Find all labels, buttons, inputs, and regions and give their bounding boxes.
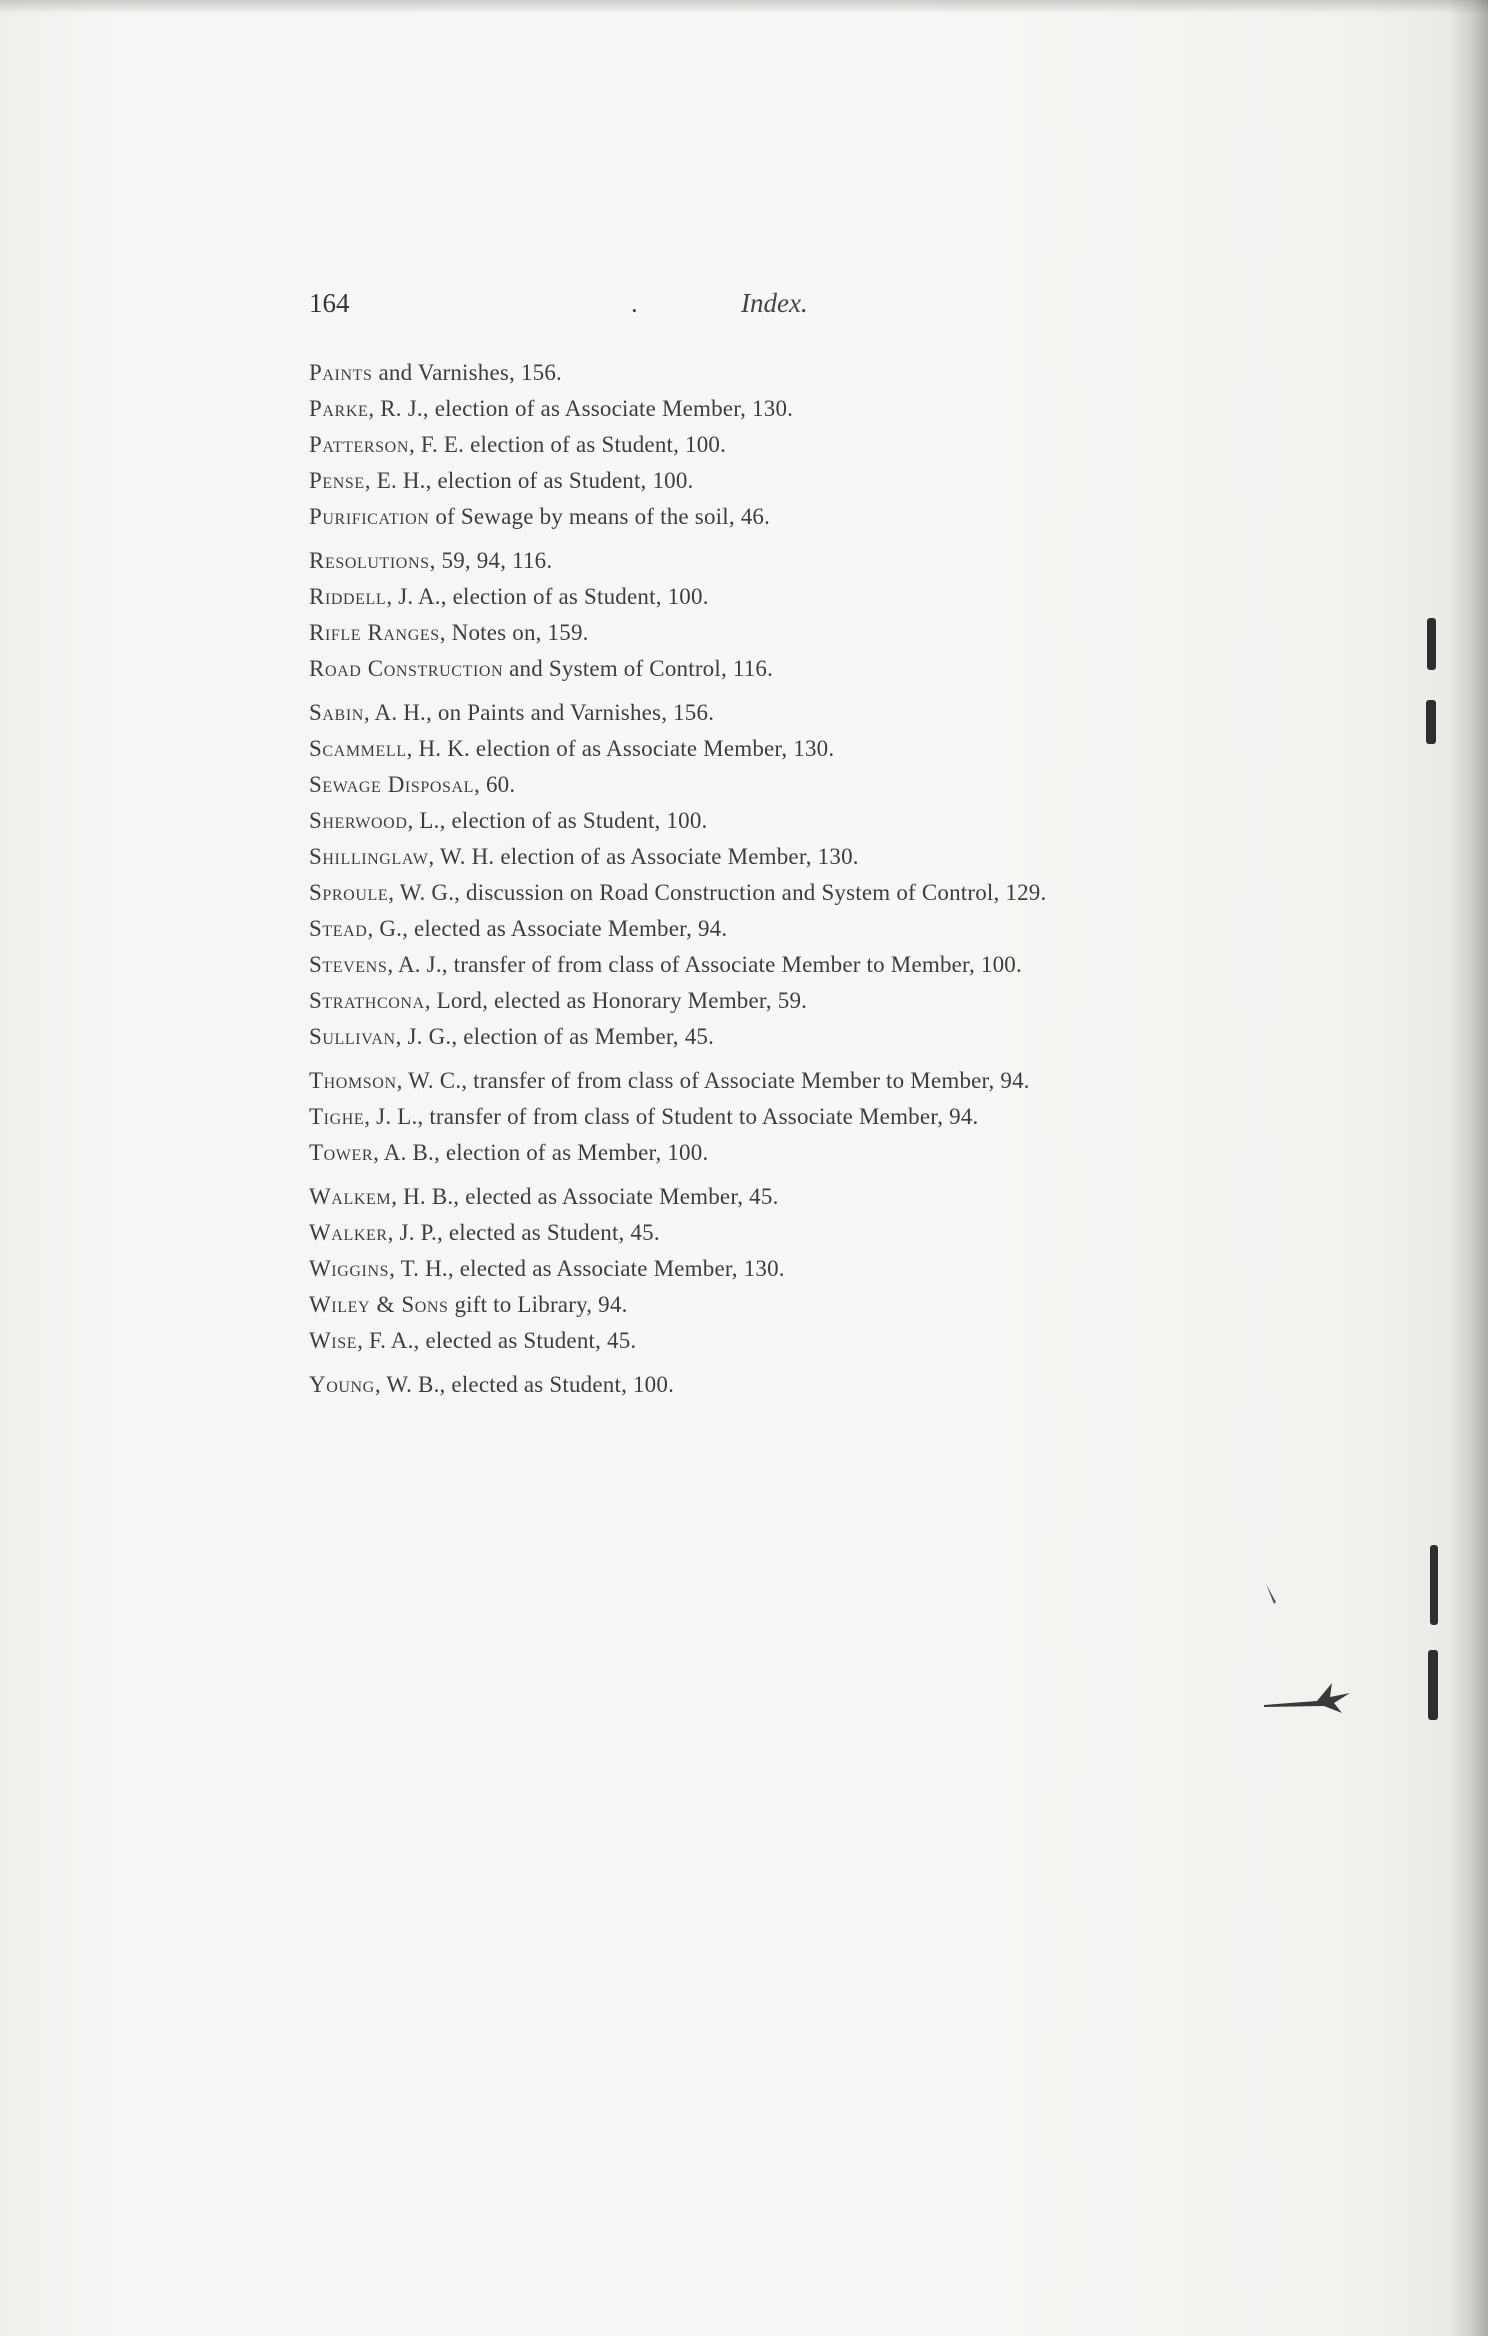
entry-text: , J. G., election of as Member, 45. (395, 1024, 715, 1049)
entry-text: , W. C., transfer of from class of Associate Member to Member, 94. (396, 1068, 1030, 1093)
entry-name: Riddell (309, 584, 387, 609)
entry-name: Scammell (309, 736, 407, 761)
entry-name: Thomson (309, 1068, 397, 1093)
index-entry (309, 1215, 1249, 1251)
index-entry (309, 579, 1249, 615)
entry-text: , 59, 94, 116. (429, 548, 553, 573)
index-entry (309, 911, 1249, 947)
binding-mark-3 (1430, 1545, 1438, 1625)
entry-text: , T. H., elected as Associate Member, 130. (389, 1256, 785, 1281)
entry-name: Resolutions (309, 548, 430, 573)
ink-speck (1262, 1580, 1292, 1620)
index-entry (309, 1251, 1249, 1287)
entry-text: , H. B., elected as Associate Member, 45. (391, 1184, 779, 1209)
index-entry (309, 1179, 1249, 1215)
entry-name: Rifle Ranges (309, 620, 440, 645)
entry-text: , A. H., on Paints and Varnishes, 156. (363, 700, 715, 725)
index-entry (309, 983, 1249, 1019)
binding-mark-4 (1428, 1650, 1438, 1720)
index-entry (309, 875, 1249, 911)
index-entry (309, 1323, 1249, 1359)
entry-name: Stevens (309, 952, 388, 977)
entry-name: Parke (309, 396, 369, 421)
header-separator: . (631, 288, 638, 318)
entry-name: Wiggins (309, 1256, 390, 1281)
entry-name: Tighe (309, 1104, 365, 1129)
page-binding-shadow (1448, 0, 1488, 2336)
index-entry (309, 839, 1249, 875)
binding-mark-2 (1426, 700, 1436, 744)
entry-text: , J. A., election of as Student, 100. (386, 584, 709, 609)
ink-blot (1262, 1675, 1352, 1715)
index-entry (309, 767, 1249, 803)
entry-name: Sewage Disposal (309, 772, 475, 797)
entry-text: , F. E. election of as Student, 100. (408, 432, 727, 457)
entry-name: Wiley & Sons (309, 1292, 449, 1317)
entry-text: , F. A., elected as Student, 45. (357, 1328, 637, 1353)
index-entry (309, 731, 1249, 767)
entry-text: , A. J., transfer of from class of Associate Member to Member, 100. (387, 952, 1022, 977)
index-list (309, 355, 1249, 1403)
entry-text: and System of Control, 116. (503, 656, 774, 681)
entry-name: Sproule (309, 880, 389, 905)
index-entry (309, 695, 1249, 731)
index-entry (309, 1287, 1249, 1323)
index-entry (309, 947, 1249, 983)
entry-text: , L., election of as Student, 100. (407, 808, 708, 833)
index-entry (309, 499, 1249, 535)
index-entry (309, 543, 1249, 579)
index-entry (309, 1135, 1249, 1171)
entry-name: Strathcona (309, 988, 425, 1013)
entry-text: , Notes on, 159. (439, 620, 589, 645)
entry-text: , Lord, elected as Honorary Member, 59. (424, 988, 808, 1013)
entry-text: and Varnishes, 156. (372, 360, 562, 385)
entry-name: Sabin (309, 700, 364, 725)
entry-name: Purification (309, 504, 430, 529)
entry-text: , R. J., election of as Associate Member, 130. (368, 396, 794, 421)
entry-name: Road Construction (309, 656, 504, 681)
entry-name: Sherwood (309, 808, 408, 833)
entry-text: , A. B., election of as Member, 100. (373, 1140, 709, 1165)
entry-text: , E. H., election of as Student, 100. (364, 468, 694, 493)
entry-text: , W. H. election of as Associate Member, 130. (428, 844, 859, 869)
entry-name: Walkem (309, 1184, 392, 1209)
entry-name: Shillinglaw (309, 844, 429, 869)
index-entry (309, 427, 1249, 463)
page-header (309, 288, 1249, 328)
index-entry (309, 1019, 1249, 1055)
entry-text: , H. K. election of as Associate Member, 130. (406, 736, 835, 761)
entry-name: Young (309, 1372, 375, 1397)
index-entry (309, 391, 1249, 427)
index-entry (309, 1063, 1249, 1099)
entry-name: Walker (309, 1220, 388, 1245)
entry-text: , W. G., discussion on Road Construction and System of Control, 129. (388, 880, 1047, 905)
index-entry (309, 1099, 1249, 1135)
entry-text: , J. P., elected as Student, 45. (387, 1220, 660, 1245)
entry-name: Stead (309, 916, 368, 941)
entry-name: Sullivan (309, 1024, 396, 1049)
index-entry (309, 463, 1249, 499)
entry-name: Wise (309, 1328, 358, 1353)
entry-name: Tower (309, 1140, 374, 1165)
entry-text: , 60. (474, 772, 516, 797)
index-entry (309, 615, 1249, 651)
entry-text: , J. L., transfer of from class of Student to Associate Member, 94. (364, 1104, 979, 1129)
running-head: Index. (741, 288, 808, 318)
binding-mark-1 (1427, 618, 1436, 670)
entry-text: , G., elected as Associate Member, 94. (367, 916, 728, 941)
entry-text: , W. B., elected as Student, 100. (374, 1372, 675, 1397)
index-entry (309, 1367, 1249, 1403)
page-number: 164 (309, 288, 350, 318)
index-entry (309, 355, 1249, 391)
entry-text: gift to Library, 94. (448, 1292, 628, 1317)
entry-text: of Sewage by means of the soil, 46. (429, 504, 771, 529)
entry-name: Pense (309, 468, 365, 493)
index-entry (309, 803, 1249, 839)
page-top-shadow (0, 0, 1488, 14)
index-entry (309, 651, 1249, 687)
entry-name: Patterson (309, 432, 409, 457)
entry-name: Paints (309, 360, 373, 385)
